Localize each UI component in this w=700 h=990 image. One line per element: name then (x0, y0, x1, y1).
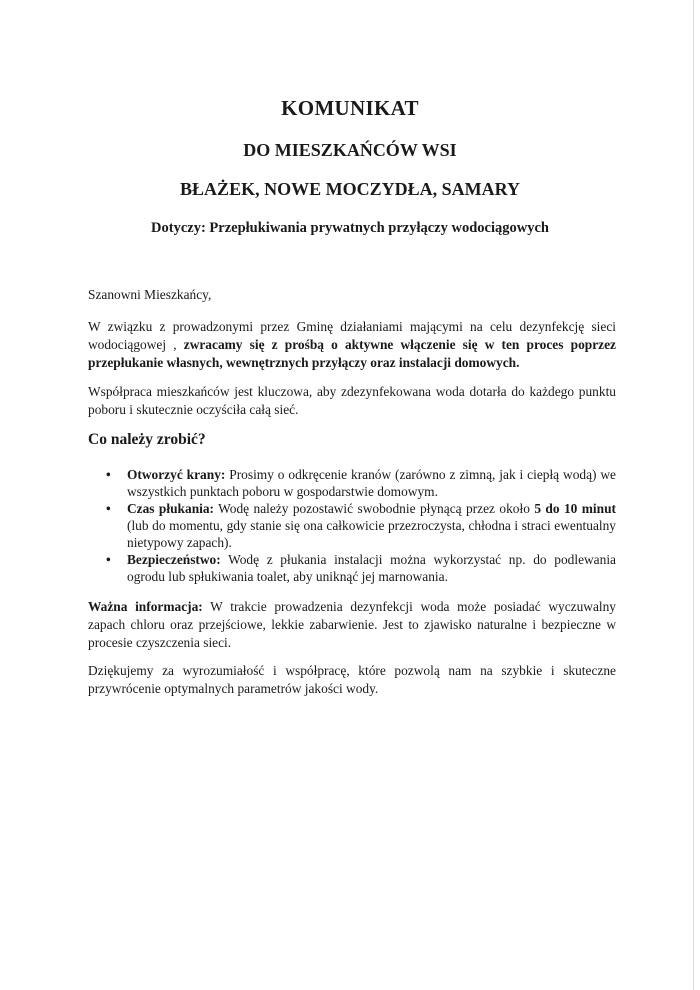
intro-paragraph (88, 318, 616, 372)
closing-paragraph: Dziękujemy za wyrozumiałość i współpracę, które pozwolą nam na szybkie i skuteczne przywrócenie optymalnych parametrów jakości wody. (88, 663, 616, 696)
list-item-text: Wodę z płukania instalacji można wykorzystać np. do podlewania ogrodu lub spłukiwania toalet, aby uniknąć jej marnowania. (127, 552, 616, 584)
greeting: Szanowni Mieszkańcy, (88, 287, 212, 302)
important-info-paragraph (88, 598, 616, 652)
intro-request-bold: zwracamy się z prośbą o aktywne włączenie się w ten proces poprzez przepłukanie własnych, wewnętrznych przyłączy oraz instalacji domowych. (88, 337, 616, 370)
list-item-label: Otworzyć krany: (127, 467, 226, 482)
document-title: KOMUNIKAT (281, 96, 419, 120)
subject-line: Dotyczy: Przepłukiwania prywatnych przyłączy wodociągowych (151, 220, 549, 236)
list-item-text: Wodę należy pozostawić swobodnie płynącą przez około (214, 501, 535, 516)
villages-line: BŁAŻEK, NOWE MOCZYDŁA, SAMARY (180, 179, 520, 199)
addressee-line: DO MIESZKAŃCÓW WSI (243, 140, 457, 160)
duration-bold: 5 do 10 minut (534, 501, 617, 516)
cooperation-paragraph: Współpraca mieszkańców jest kluczowa, aby zdezynfekowana woda dotarła do każdego punktu poboru i skutecznie oczyściła całą sieć. (88, 384, 616, 417)
list-item-text: Prosimy o odkręcenie kranów (zarówno z zimną, jak i ciepłą wodą) we wszystkich punktach poboru w gospodarstwie domowym. (127, 467, 616, 499)
intro-text: W związku z prowadzonymi przez Gminę działaniami mającymi na celu dezynfekcję sieci wodociągowej , (88, 319, 616, 352)
important-label: Ważna informacja: (88, 599, 203, 614)
bullet-icon: • (106, 501, 111, 516)
list-item-label: Czas płukania: (127, 501, 215, 516)
section-heading: Co należy zrobić? (88, 431, 206, 448)
important-text: W trakcie prowadzenia dezynfekcji woda może posiadać wyczuwalny zapach chloru oraz przejściowe, lekkie zabarwienie. Jest to zjawisko naturalne i bezpieczne w procesie czyszczenia sieci. (88, 599, 616, 650)
bullet-icon: • (106, 552, 111, 567)
bullet-icon: • (106, 467, 111, 482)
instructions-list (88, 466, 616, 585)
list-item (88, 466, 616, 500)
list-item (88, 551, 616, 585)
list-item-label: Bezpieczeństwo: (127, 552, 221, 567)
list-item-text: (lub do momentu, gdy stanie się ona całkowicie przezroczysta, chłodna i straci ewentualny nietypowy zapach). (127, 518, 616, 550)
list-item (88, 500, 616, 551)
